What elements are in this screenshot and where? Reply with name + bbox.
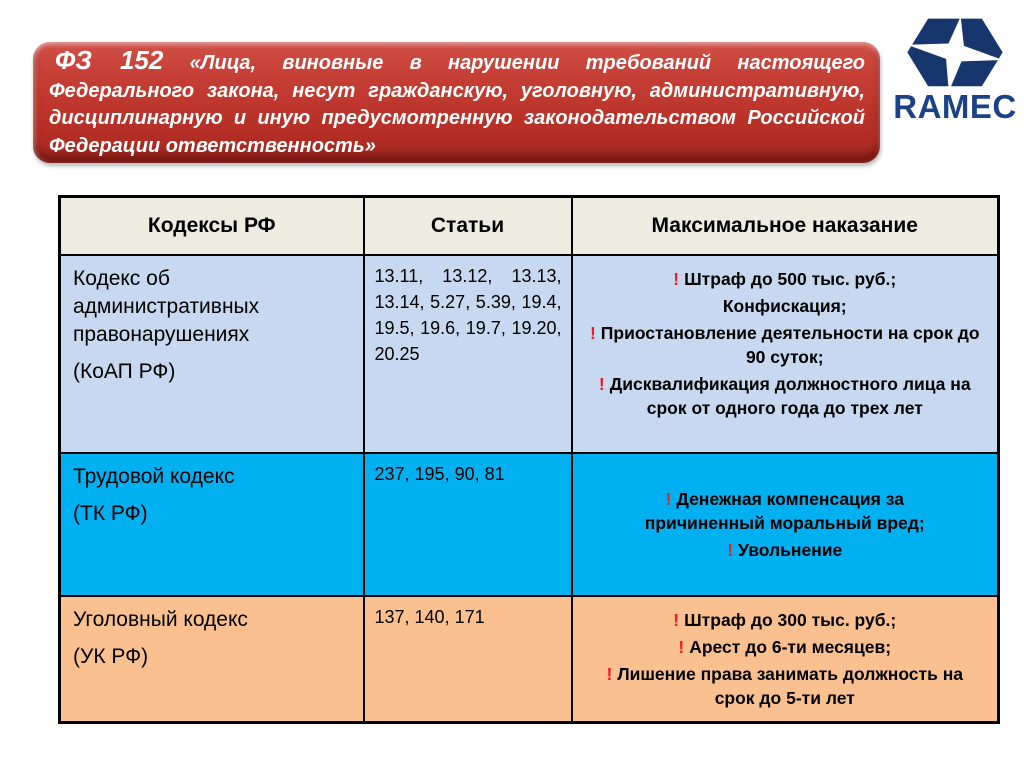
code-abbr: (КоАП РФ) xyxy=(73,359,176,383)
punishment-text: Конфискация; xyxy=(722,295,847,316)
cell-code-uk xyxy=(60,596,364,723)
exclaim-mark: ! xyxy=(678,636,685,657)
header-articles: Статьи xyxy=(364,197,572,255)
punishment-item xyxy=(588,294,983,318)
exclaim-mark: ! xyxy=(606,663,613,684)
exclaim-mark: ! xyxy=(589,322,596,343)
logo-wordmark: RAMEC xyxy=(893,88,1017,125)
punishment-item xyxy=(588,608,983,632)
punishment-item xyxy=(588,635,983,659)
punishment-text: Штраф до 500 тыс. руб.; xyxy=(684,268,897,289)
punishment-text: Штраф до 300 тыс. руб.; xyxy=(684,609,897,630)
punishment-text: Денежная компенсация за причиненный моральный вред; xyxy=(644,488,925,533)
header-punishment: Максимальное наказание xyxy=(572,197,999,255)
law-codes-table xyxy=(58,195,1000,724)
punishment-text: Увольнение xyxy=(738,539,843,560)
code-title-line: административных xyxy=(73,294,260,318)
cell-punishment-tk xyxy=(572,453,999,596)
table-header-row xyxy=(60,197,999,255)
punishment-item xyxy=(588,321,983,369)
code-title-line: Уголовный кодекс xyxy=(73,607,248,631)
cell-articles-tk: 237, 195, 90, 81 xyxy=(364,453,572,596)
exclaim-mark: ! xyxy=(673,609,680,630)
cell-punishment-uk xyxy=(572,596,999,723)
law-banner xyxy=(33,42,880,163)
exclaim-mark: ! xyxy=(598,373,605,394)
table-row-uk xyxy=(60,596,999,723)
header-codes: Кодексы РФ xyxy=(60,197,364,255)
punishment-text: Приостановление деятельности на срок до 90 суток; xyxy=(600,322,980,367)
cell-code-koap xyxy=(60,255,364,453)
code-title-line: Кодекс об xyxy=(73,266,170,290)
exclaim-mark: ! xyxy=(727,539,734,560)
cell-articles-uk: 137, 140, 171 xyxy=(364,596,572,723)
table-row-tk xyxy=(60,453,999,596)
punishment-item xyxy=(617,487,954,535)
table-row-koap xyxy=(60,255,999,453)
cell-articles-koap: 13.11, 13.12, 13.13, 13.14, 5.27, 5.39, 19.4, 19.5, 19.6, 19.7, 19.20, 20.25 xyxy=(364,255,572,453)
law-quote: «Лица, виновные в нарушении требований настоящего Федерального закона, несут гражданскую, уголовную, административную, дисциплинарную и иную предусмотренную законодательством Российской Федерации ответственность» xyxy=(49,52,865,157)
punishment-text: Арест до 6-ти месяцев; xyxy=(689,636,892,657)
punishment-text: Дисквалификация должностного лица на срок от одного года до трех лет xyxy=(609,373,971,418)
punishment-item xyxy=(588,662,983,710)
code-title-line: Трудовой кодекс xyxy=(73,464,235,488)
code-abbr: (ТК РФ) xyxy=(73,501,148,525)
punishment-item xyxy=(588,372,983,420)
hexagon-star-icon xyxy=(903,14,1007,96)
ramec-logo xyxy=(891,14,1019,125)
cell-punishment-koap xyxy=(572,255,999,453)
exclaim-mark: ! xyxy=(673,268,680,289)
exclaim-mark: ! xyxy=(665,488,672,509)
punishment-text: Лишение права занимать должность на срок до 5-ти лет xyxy=(617,663,964,708)
punishment-item xyxy=(617,538,954,562)
code-abbr: (УК РФ) xyxy=(73,644,149,668)
punishment-item xyxy=(588,267,983,291)
law-reference: ФЗ 152 xyxy=(55,45,164,75)
code-title-line: правонарушениях xyxy=(73,322,250,346)
cell-code-tk xyxy=(60,453,364,596)
